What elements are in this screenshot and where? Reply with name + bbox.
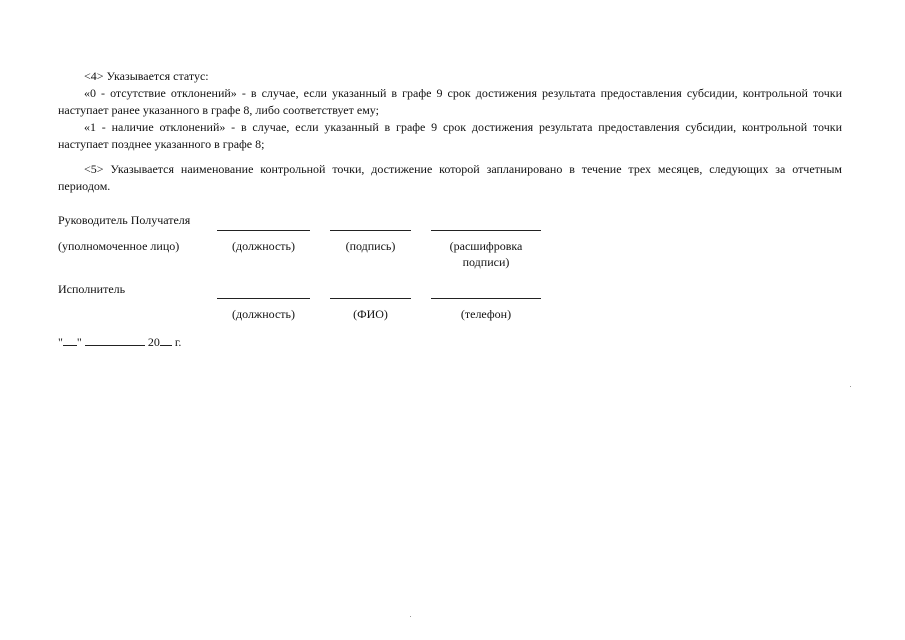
scan-speck (850, 386, 851, 387)
executor-phone-line (431, 298, 541, 299)
executor-position-caption: (должность) (232, 307, 295, 321)
head-signature-caption: (подпись) (345, 239, 396, 253)
executor-position-line (217, 298, 310, 299)
footnote-4-status-1: «1 - наличие отклонений» - в случае, если указанный в графе 9 срок достижения результата предоставления субсидии, контрольной точки наступает позднее указанного в графе 8; (58, 120, 842, 151)
date-close-quote: " (76, 335, 82, 349)
head-signature-line (330, 230, 411, 231)
date-open-quote: " (58, 335, 63, 349)
year-prefix: 20 (147, 335, 160, 349)
day-blank (63, 333, 77, 346)
scan-speck (410, 616, 411, 617)
footnote-4-heading: <4> Указывается статус: (84, 69, 209, 83)
executor-name-caption: (ФИО) (353, 307, 388, 321)
head-subtitle: (уполномоченное лицо) (58, 239, 180, 253)
head-decoding-caption: (расшифровка подписи) (449, 239, 523, 269)
head-decoding-line (431, 230, 541, 231)
footnote-5: <5> Указывается наименование контрольной точки, достижение которой запланировано в течение трех месяцев, следующих за отчетным периодом. (58, 162, 842, 193)
year-suffix: г. (174, 335, 182, 349)
executor-phone-caption: (телефон) (460, 307, 512, 321)
head-position-caption: (должность) (232, 239, 295, 253)
footnote-4-status-0: «0 - отсутствие отклонений» - в случае, если указанный в графе 9 срок достижения результата предоставления субсидии, контрольной точки наступает ранее указанного в графе 8, либо соответствует ему; (58, 86, 842, 117)
executor-title: Исполнитель (58, 282, 126, 296)
month-blank (85, 333, 145, 346)
head-title: Руководитель Получателя (58, 213, 191, 227)
executor-name-line (330, 298, 411, 299)
date-line (58, 333, 181, 351)
head-position-line (217, 230, 310, 231)
footnotes (58, 68, 842, 195)
year-blank (160, 333, 172, 346)
